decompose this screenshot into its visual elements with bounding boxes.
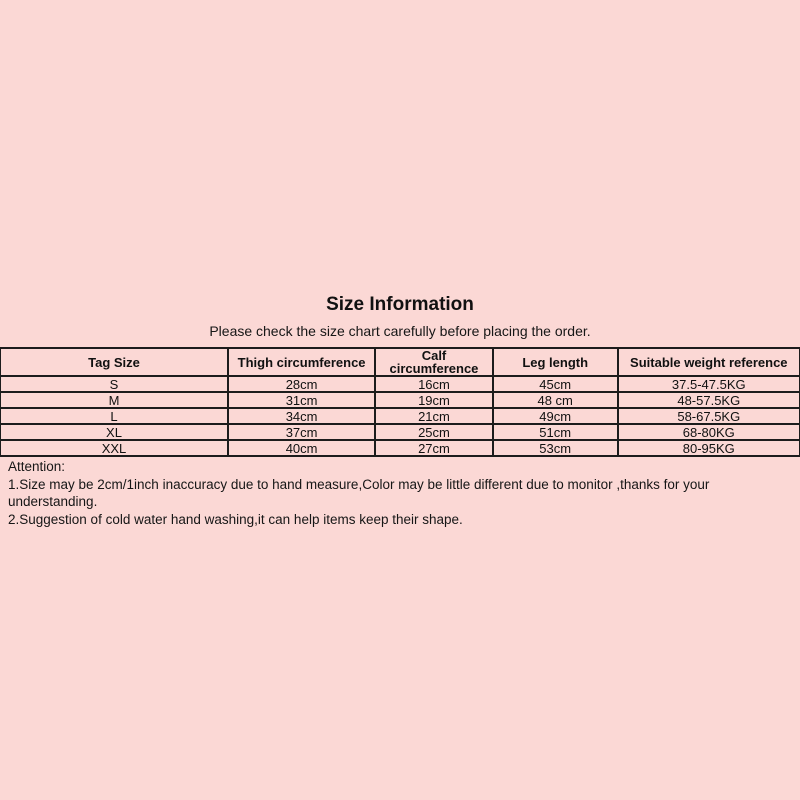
size-value-cell: 16cm xyxy=(375,376,493,392)
attention-note: 2.Suggestion of cold water hand washing,it can help items keep their shape. xyxy=(8,511,463,527)
size-value-cell: 21cm xyxy=(375,408,493,424)
size-value-cell: 48 cm xyxy=(493,392,618,408)
table-row xyxy=(0,440,800,456)
column-header: Tag Size xyxy=(0,348,228,376)
attention-heading: Attention: xyxy=(8,459,66,474)
attention-section xyxy=(8,458,794,528)
size-value-cell: 45cm xyxy=(493,376,618,392)
size-value-cell: 34cm xyxy=(228,408,375,424)
size-table-header-row xyxy=(0,348,800,376)
page-title: Size Information xyxy=(326,294,474,315)
size-value-cell: 37.5-47.5KG xyxy=(618,376,800,392)
tag-size-cell: S xyxy=(0,376,228,392)
size-value-cell: 27cm xyxy=(375,440,493,456)
size-table-body xyxy=(0,376,800,456)
tag-size-cell: XL xyxy=(0,424,228,440)
column-header: Suitable weight reference xyxy=(618,348,800,376)
table-row xyxy=(0,376,800,392)
attention-note: 1.Size may be 2cm/1inch inaccuracy due to hand measure,Color may be little different due to monitor ,thanks for your understanding. xyxy=(8,476,710,509)
size-value-cell: 49cm xyxy=(493,408,618,424)
attention-notes xyxy=(8,476,794,529)
size-value-cell: 58-67.5KG xyxy=(618,408,800,424)
column-header: Leg length xyxy=(493,348,618,376)
size-value-cell: 53cm xyxy=(493,440,618,456)
size-value-cell: 37cm xyxy=(228,424,375,440)
tag-size-cell: XXL xyxy=(0,440,228,456)
tag-size-cell: M xyxy=(0,392,228,408)
table-row xyxy=(0,408,800,424)
size-value-cell: 19cm xyxy=(375,392,493,408)
size-value-cell: 28cm xyxy=(228,376,375,392)
size-value-cell: 40cm xyxy=(228,440,375,456)
size-value-cell: 25cm xyxy=(375,424,493,440)
size-table xyxy=(0,347,800,457)
column-header: Thigh circumference xyxy=(228,348,375,376)
size-value-cell: 80-95KG xyxy=(618,440,800,456)
table-row xyxy=(0,424,800,440)
size-value-cell: 31cm xyxy=(228,392,375,408)
column-header: Calf circumference xyxy=(375,348,493,376)
size-value-cell: 48-57.5KG xyxy=(618,392,800,408)
size-value-cell: 51cm xyxy=(493,424,618,440)
tag-size-cell: L xyxy=(0,408,228,424)
page-subtitle: Please check the size chart carefully before placing the order. xyxy=(209,323,591,339)
size-value-cell: 68-80KG xyxy=(618,424,800,440)
table-row xyxy=(0,392,800,408)
